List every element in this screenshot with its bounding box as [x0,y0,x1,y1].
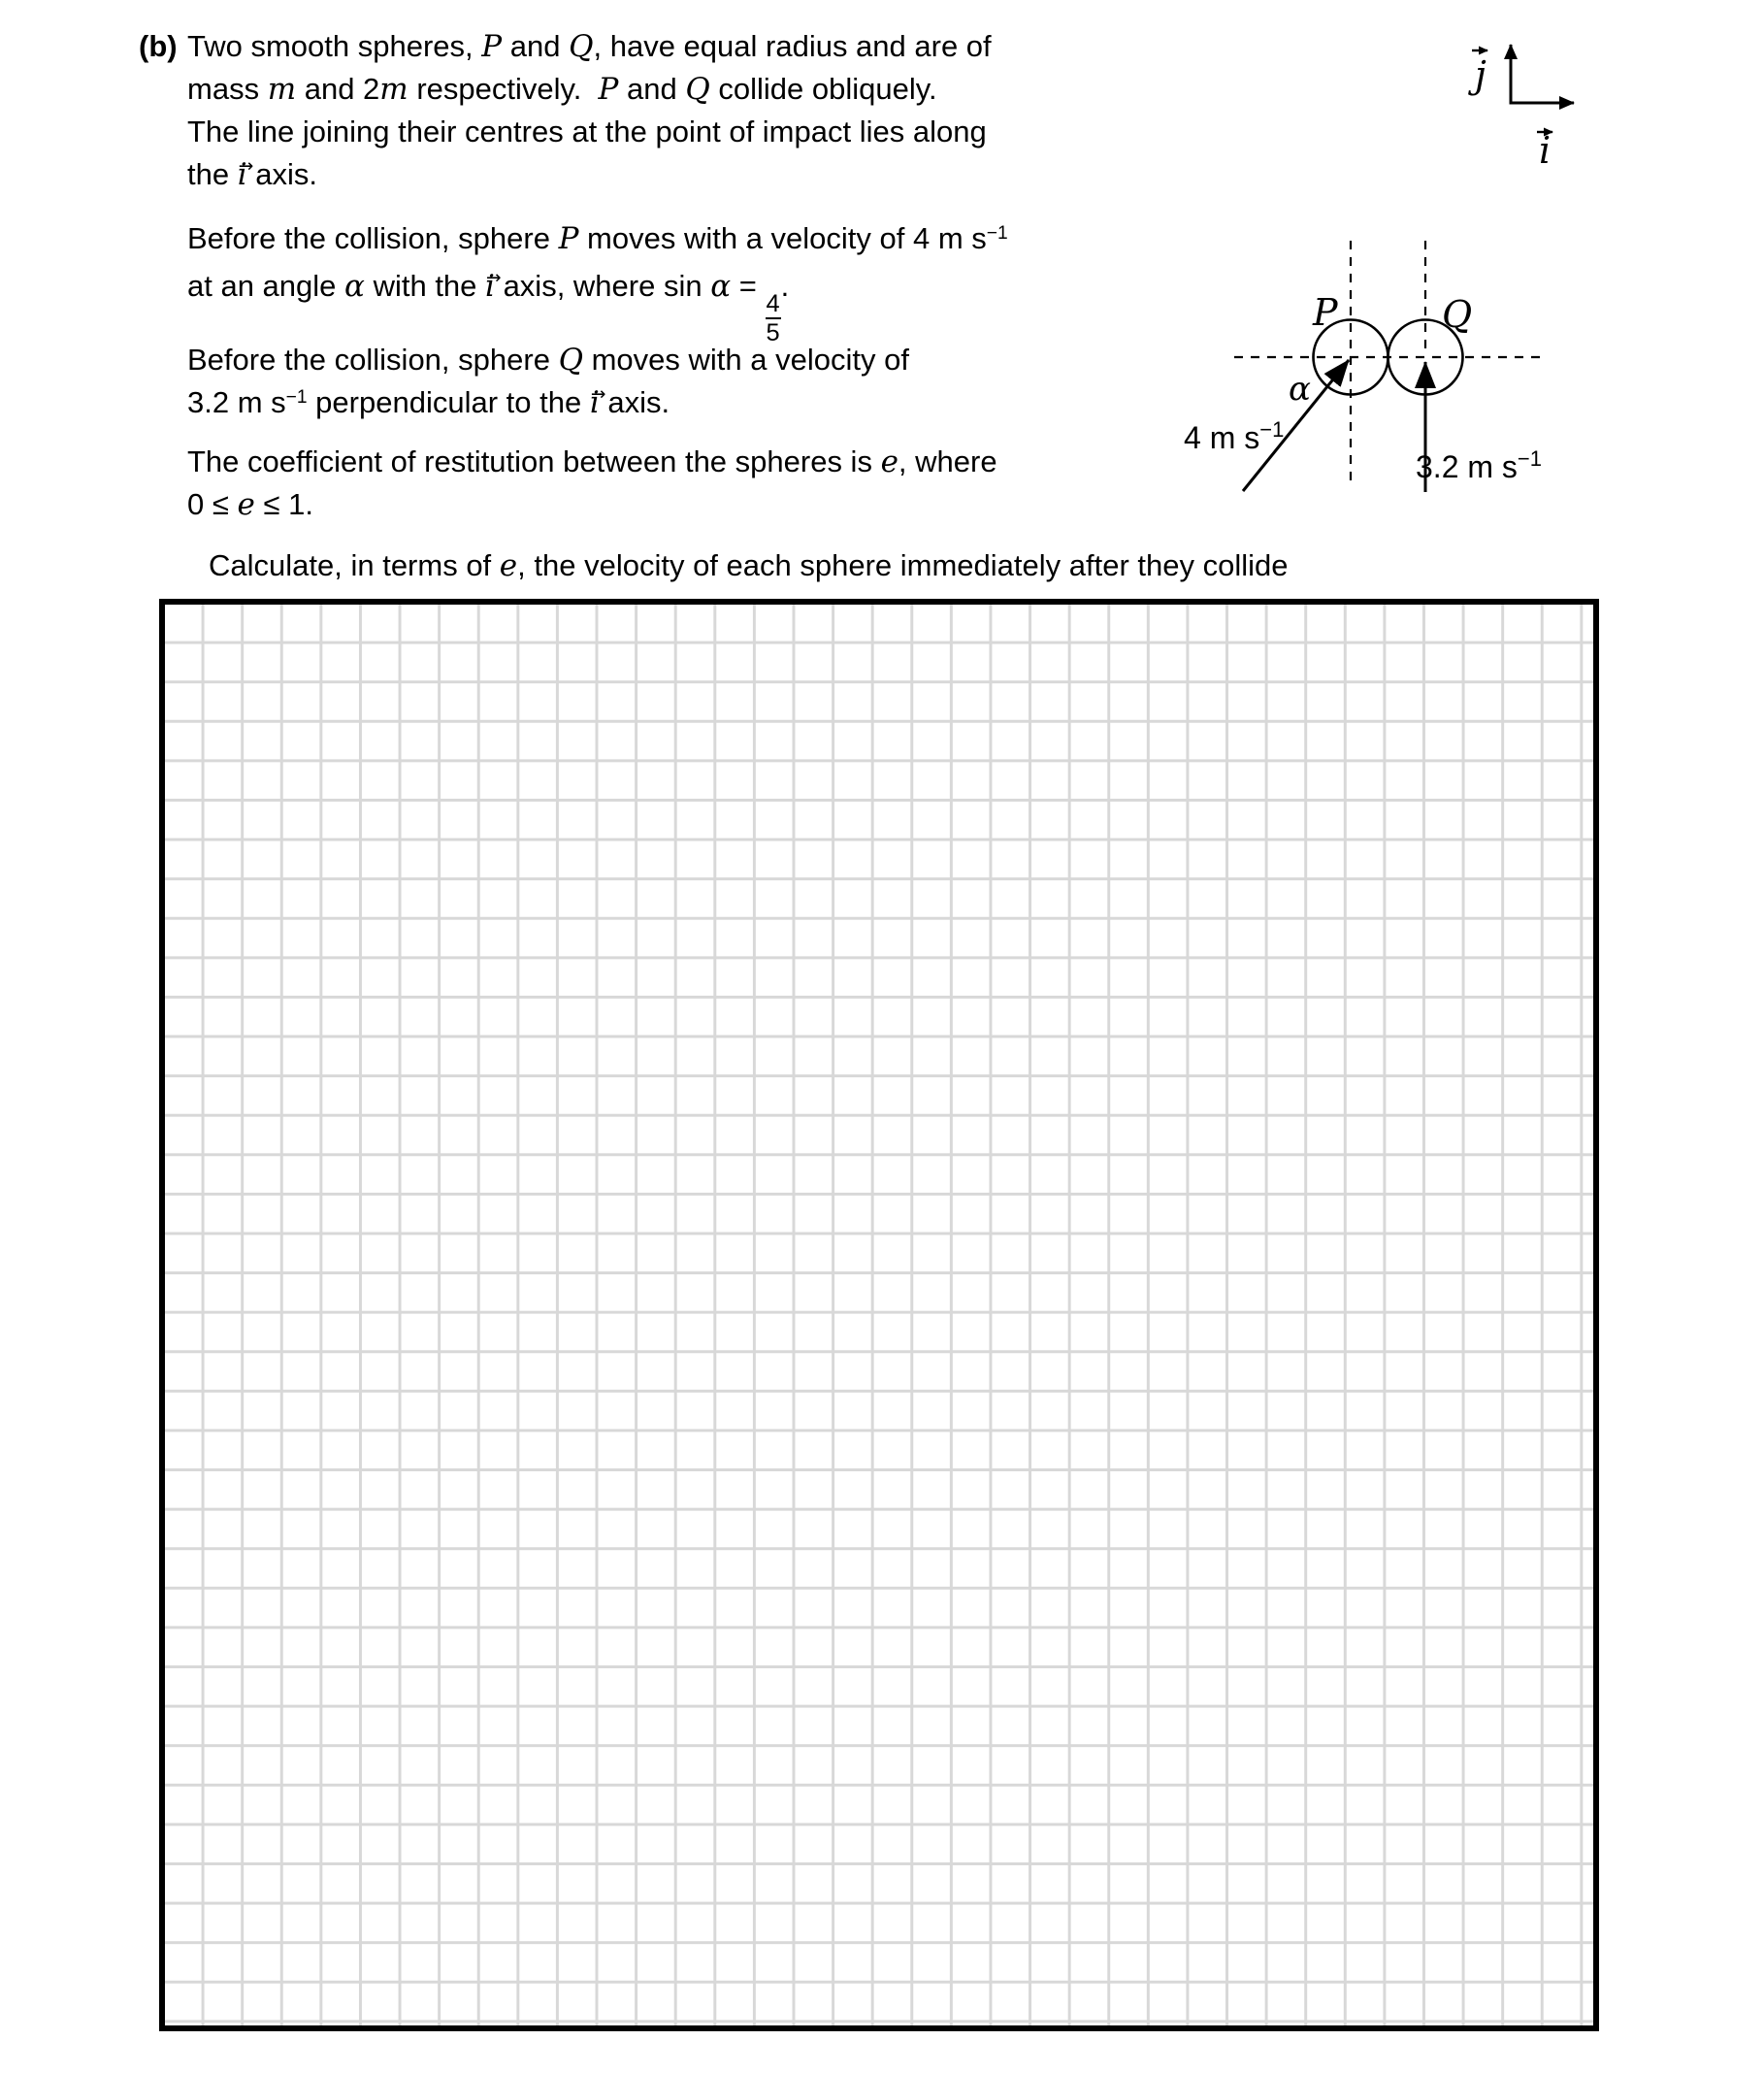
unit-vector-axes-diagram [1455,10,1620,184]
math-symbol: e [880,444,898,479]
paragraph-restitution [187,441,997,526]
text-line: the i → axis. [187,153,992,196]
text-line: 0 ≤ e ≤ 1. [187,487,313,522]
math-symbol: P [598,72,619,107]
superscript: −1 [285,387,308,409]
q-velocity-label: 3.2 m $s^{-1}$ [1416,446,1543,484]
math-symbol: e [237,487,255,522]
paragraph-setup [187,25,992,196]
math-symbol: m [267,72,297,107]
sphere-q-label: Q [1442,293,1473,336]
text-line: The line joining their centres at the point of impact lies along [187,115,987,148]
vector-symbol: i → [238,153,247,196]
text-line: The coefficient of restitution between the spheres is e, where [187,444,997,479]
math-symbol: Q [685,72,710,107]
text-line: Before the collision, sphere P moves with a velocity of 4 m $s^{-1}$ [187,221,1008,256]
text-line: mass m and 2m respectively. P and Q collide obliquely. [187,72,937,107]
vector-symbol: i → [590,381,600,424]
fraction: $\frac{4}{5}$ [766,289,780,347]
math-symbol: α [344,269,365,304]
alpha-angle-label: α [1289,370,1311,409]
superscript: −1 [986,223,1008,245]
paragraph-sphere-q-velocity [187,339,909,429]
math-symbol: Q [569,29,594,64]
paragraph-task [209,544,1289,587]
math-symbol: α [710,269,732,304]
math-symbol: e [499,548,518,583]
text-line: Calculate, in terms of e, the velocity of each sphere immediately after they collide [209,548,1289,583]
sphere-p-label: P [1313,291,1338,334]
text-line: Two smooth spheres, P and Q, have equal radius and are of [187,29,992,64]
vector-symbol: i → [485,265,495,308]
colliding-spheres-diagram [1174,233,1572,510]
math-symbol: P [481,29,503,64]
math-symbol: Q [558,343,583,378]
p-velocity-label: 4 m $s^{-1}$ [1184,417,1285,455]
j-axis-label: j [1475,53,1486,96]
question-part-label: (b) [139,29,178,63]
math-symbol: m [379,72,408,107]
math-symbol: P [558,221,579,256]
paragraph-sphere-p-velocity [187,217,1008,347]
text-line: 3.2 m $s^{-1}$ perpendicular to the i → axis. [187,381,909,429]
text-line: at an angle α with the i → axis, where sin α = $\frac{4}{5}$ . [187,265,1008,347]
answer-grid-area [159,599,1599,2031]
i-axis-label: i [1539,129,1552,172]
text-line: Before the collision, sphere Q moves with a velocity of [187,343,909,378]
